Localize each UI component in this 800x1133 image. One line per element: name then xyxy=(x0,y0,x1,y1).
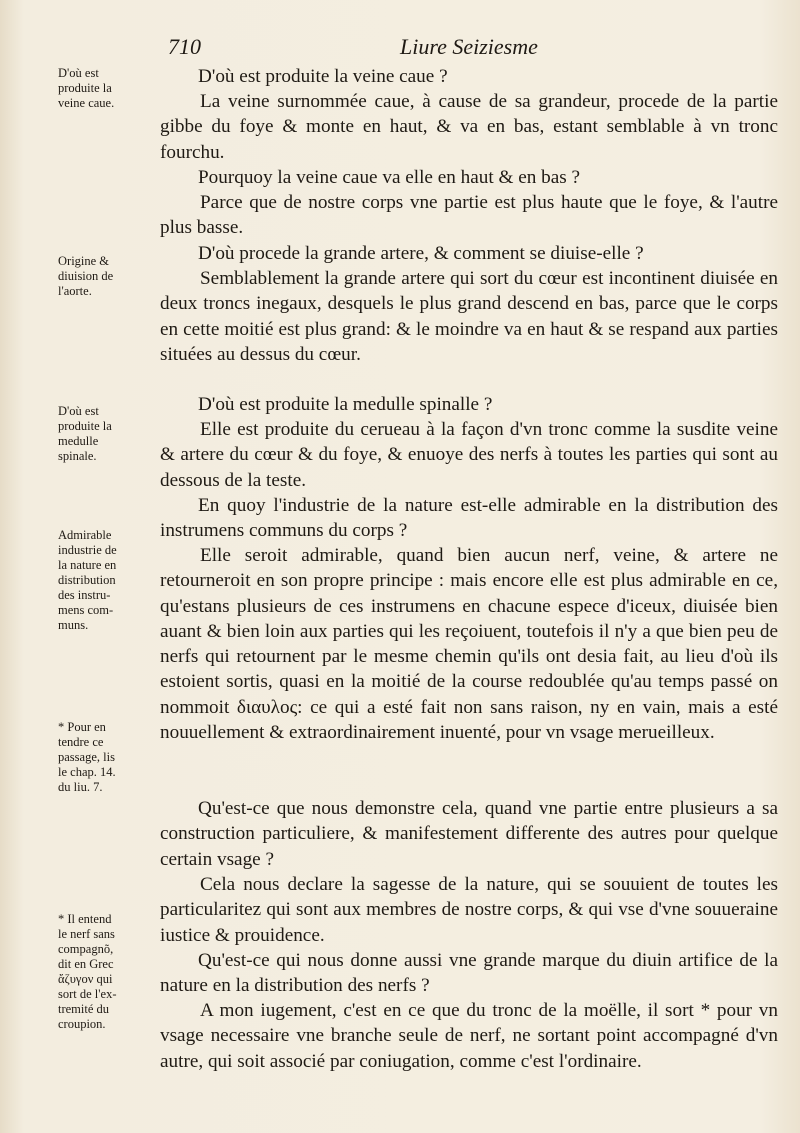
question-paragraph: Qu'est-ce qui nous donne aussi vne grande marque du diuin artifice de la nature en la distribution des nerfs ? xyxy=(160,950,778,997)
question-paragraph: D'où est produite la medulle spinalle ? xyxy=(198,394,493,415)
answer-paragraph: La veine surnommée caue, à cause de sa grandeur, procede de la partie gibbe du foye & monte en haut, & va en bas, estant semblable à vn tronc fourchu. xyxy=(160,91,778,163)
margin-note: D'où est produite la veine caue. xyxy=(58,66,115,110)
margin-notes xyxy=(58,66,158,1106)
question-paragraph: D'où procede la grande artere, & comment se diuise-elle ? xyxy=(198,243,644,264)
question-paragraph: Pourquoy la veine caue va elle en haut & en bas ? xyxy=(198,167,581,188)
answer-paragraph: Elle est produite du cerueau à la façon d'vn tronc comme la susdite veine & artere du cœur & du foye, & enuoye des nerfs à toutes les parties qui sont au dessous de la teste. xyxy=(160,419,778,491)
question-paragraph: D'où est produite la veine caue ? xyxy=(198,66,448,87)
margin-note: * Il entend le nerf sans compagnõ, dit en Grec ἄζυγον qui sort de l'ex- tremité du croupion. xyxy=(58,912,117,1031)
question-paragraph: En quoy l'industrie de la nature est-elle admirable en la distribution des instrumens communs du corps ? xyxy=(160,495,778,542)
answer-paragraph: Parce que de nostre corps vne partie est plus haute que le foye, & l'autre plus basse. xyxy=(160,192,778,239)
running-title: Liure Seiziesme xyxy=(400,34,538,59)
question-paragraph: Qu'est-ce que nous demonstre cela, quand vne partie entre plusieurs a sa construction particuliere, & manifestement differente des autres pour quelque certain vsage ? xyxy=(160,798,778,870)
margin-note: D'où est produite la medulle spinale. xyxy=(58,404,112,463)
margin-note: * Pour en tendre ce passage, lis le chap. 14. du liu. 7. xyxy=(58,720,116,794)
answer-paragraph: Elle seroit admirable, quand bien aucun nerf, veine, & artere ne retourneroit en son propre principe : mais encore elle est plus admirable en ce, qu'estans plusieurs de ces instrumens en chacune espece d'iceux, diuisée bien auant & bien loin aux parties qui les reçoiuent, toutefois il n'y a que bien peu de nerfs qui retournent par le mesme chemin qu'ils ont desia fait, au lieu d'où ils estoient sortis, quasi en la moitié de la course redoublée qu'au temps passé on nommoit διαυλος: ce qui a esté fait non sans raison, ny en vain, mais a esté nouuellement & extraordinairement inuenté, pour vn vsage merueilleux. xyxy=(160,545,778,744)
page-header xyxy=(0,30,800,64)
page-number: 710 xyxy=(168,34,201,59)
margin-note: Admirable industrie de la nature en distribution des instru- mens com- muns. xyxy=(58,528,117,632)
answer-paragraph: Semblablement la grande artere qui sort du cœur est incontinent diuisée en deux troncs inegaux, desquels le plus grand descend en bas, parce que le corps en cette moitié est plus grand: & le moindre va en haut & se respand aux parties situées au dessus du cœur. xyxy=(160,268,778,365)
answer-paragraph: A mon iugement, c'est en ce que du tronc de la moëlle, il sort * pour vn vsage necessaire vne branche seule de nerf, ne sortant point accompagné d'vn autre, qui soit associé par coniugation, comme c'est l'ordinaire. xyxy=(160,1000,778,1072)
margin-note: Origine & diuision de l'aorte. xyxy=(58,254,114,298)
answer-paragraph: Cela nous declare la sagesse de la nature, qui se souuient de toutes les particularitez qui sont aux membres de nostre corps, & qui vse d'vne souueraine iustice & prouidence. xyxy=(160,874,778,946)
main-text xyxy=(160,64,780,1104)
